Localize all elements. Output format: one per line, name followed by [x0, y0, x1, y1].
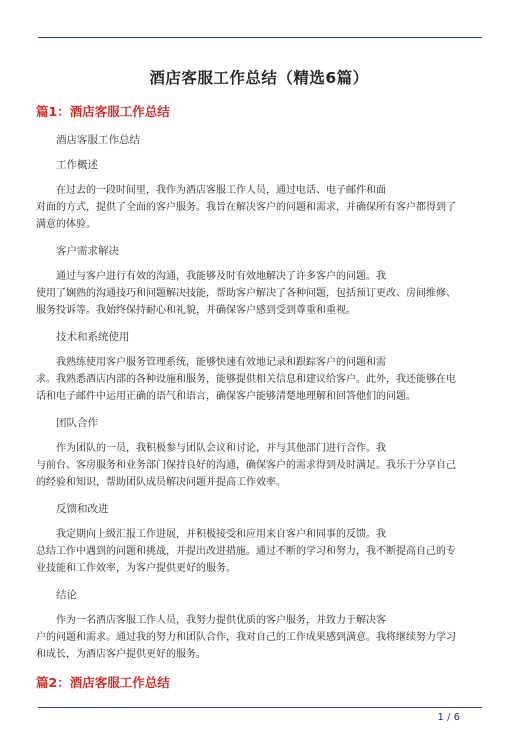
paragraph-line: 服务投诉等。我始终保持耐心和礼貌，并确保客户感到受到尊重和重视。 [36, 305, 356, 316]
paragraph-line: 作为一名酒店客服工作人员，我努力提供优质的客户服务，并致力于解决客 [56, 615, 386, 626]
block-overview [36, 157, 482, 233]
block-paragraph [36, 354, 482, 405]
page-indicator: 1 / 6 [437, 712, 460, 723]
paragraph-line: 总结工作中遇到的问题和挑战，并提出改进措施。通过不断的学习和努力，我不断提高自己的专 [36, 546, 456, 557]
section-heading-1: 篇1：酒店客服工作总结 [36, 104, 170, 119]
paragraph-line: 话和电子邮件中运用正确的语气和语言，确保客户能够清楚地理解和回答他们的问题。 [36, 391, 416, 402]
block-paragraph [36, 526, 482, 577]
document-body [36, 62, 482, 703]
page-title: 酒店客服工作总结（精选6篇） [149, 69, 369, 87]
block-teamwork [36, 415, 482, 491]
block-label: 团队合作 [56, 417, 98, 429]
block-conclusion [36, 587, 482, 663]
block-label: 反馈和改进 [56, 503, 109, 515]
paragraph-line: 和成长，为酒店客户提供更好的服务。 [36, 649, 206, 660]
section-heading-2: 篇2：酒店客服工作总结 [36, 675, 170, 690]
paragraph-line: 我定期向上级汇报工作进展，并积极接受和应用来自客户和同事的反馈。我 [56, 529, 386, 540]
block-paragraph [36, 440, 482, 491]
paragraph-line: 在过去的一段时间里，我作为酒店客服工作人员，通过电话、电子邮件和面 [56, 185, 386, 196]
paragraph-line: 通过与客户进行有效的沟通，我能够及时有效地解决了许多客户的问题。我 [56, 271, 386, 282]
block-label: 客户需求解决 [56, 245, 119, 257]
block-label: 技术和系统使用 [56, 331, 130, 343]
block-paragraph [36, 612, 482, 663]
paragraph-line: 使用了娴熟的沟通技巧和问题解决技能，帮助客户解决了各种问题，包括预订更改、房间维修、 [36, 288, 456, 299]
paragraph-line: 求。我熟悉酒店内部的各种设施和服务，能够提供相关信息和建议给客户。此外，我还能够在电 [36, 374, 456, 385]
footer-rule [38, 707, 482, 708]
block-feedback [36, 501, 482, 577]
paragraph-line: 户的问题和需求。通过我的努力和团队合作，我对自己的工作成果感到满意。我将继续努力学习 [36, 632, 456, 643]
paragraph-line: 的经验和知识，帮助团队成员解决问题并提高工作效率。 [36, 477, 286, 488]
header-rule [38, 37, 482, 38]
paragraph-line: 我熟练使用客户服务管理系统，能够快速有效地记录和跟踪客户的问题和需 [56, 357, 386, 368]
block-paragraph [36, 182, 482, 233]
paragraph-line: 满意的体验。 [36, 219, 96, 230]
block-customer-needs [36, 243, 482, 319]
paragraph-line: 与前台、客房服务和业务部门保持良好的沟通，确保客户的需求得到及时满足。我乐于分享自己 [36, 460, 456, 471]
block-tech-systems [36, 329, 482, 405]
block-paragraph [36, 268, 482, 319]
block-label: 工作概述 [56, 159, 98, 171]
paragraph-line: 作为团队的一员，我积极参与团队会议和讨论，并与其他部门进行合作。我 [56, 443, 386, 454]
doc-subtitle: 酒店客服工作总结 [56, 134, 140, 146]
block-label: 结论 [56, 589, 77, 601]
paragraph-line: 对面的方式，提供了全面的客户服务。我旨在解决客户的问题和需求，并确保所有客户都得到了 [36, 202, 456, 213]
paragraph-line: 业技能和工作效率，为客户提供更好的服务。 [36, 563, 236, 574]
